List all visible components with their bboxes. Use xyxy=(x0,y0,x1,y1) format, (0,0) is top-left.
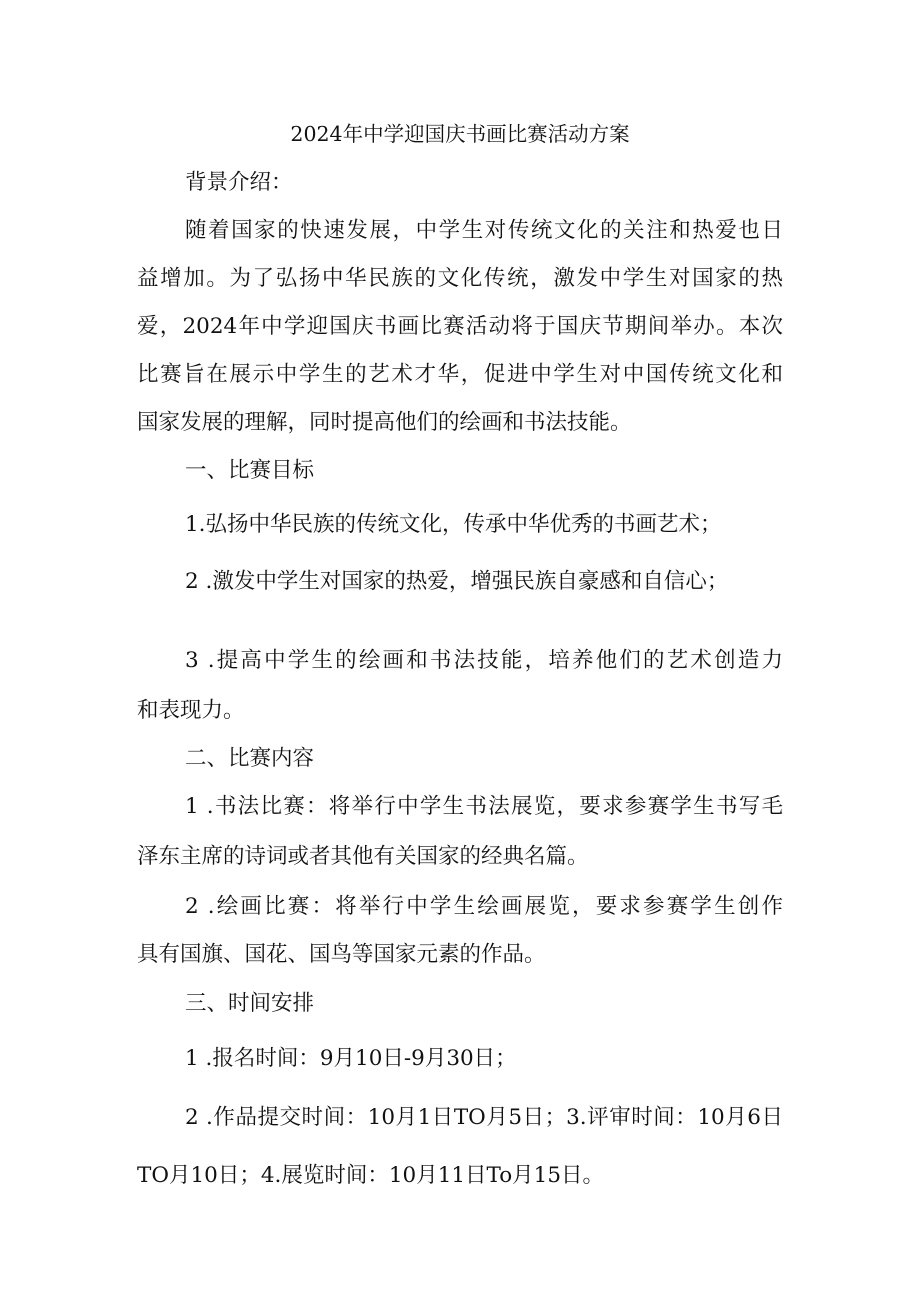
section2-item-1-line-2: 泽东主席的诗词或者其他有关国家的经典名篇。 xyxy=(137,844,589,869)
section1-item-2: 2 .激发中学生对国家的热爱，增强民族自豪感和自信心； xyxy=(185,569,729,594)
intro-paragraph-line-5: 国家发展的理解，同时提高他们的绘画和书法技能。 xyxy=(137,410,632,435)
section3-item-2-line-1: 2 .作品提交时间：10月1日TO月5日；3.评审时间：10月6日 xyxy=(185,1105,783,1130)
intro-paragraph-line-1: 随着国家的快速发展，中学生对传统文化的关注和热爱也日 xyxy=(185,218,783,243)
section1-heading: 一、比赛目标 xyxy=(185,458,315,483)
section1-item-3-line-1: 3 .提高中学生的绘画和书法技能，培养他们的艺术创造力 xyxy=(185,648,783,673)
background-heading: 背景介绍： xyxy=(185,170,293,195)
intro-paragraph-line-3: 爱，2024年中学迎国庆书画比赛活动将于国庆节期间举办。本次 xyxy=(137,314,783,339)
document-title: 2024年中学迎国庆书画比赛活动方案 xyxy=(290,122,630,146)
section3-item-1: 1 .报名时间：9月10日-9月30日； xyxy=(185,1046,517,1071)
section3-item-2-line-2: TO月10日；4.展览时间：10月11日To月15日。 xyxy=(137,1163,605,1188)
section2-item-2-line-1: 2 .绘画比赛：将举行中学生绘画展览，要求参赛学生创作 xyxy=(185,894,783,919)
section1-item-3-line-2: 和表现力。 xyxy=(137,698,245,723)
section2-heading: 二、比赛内容 xyxy=(185,746,315,771)
intro-paragraph-line-2: 益增加。为了弘扬中华民族的文化传统，激发中学生对国家的热 xyxy=(137,266,783,291)
section3-heading: 三、时间安排 xyxy=(185,991,315,1016)
section2-item-1-line-1: 1 .书法比赛：将举行中学生书法展览，要求参赛学生书写毛 xyxy=(185,794,783,819)
intro-paragraph-line-4: 比赛旨在展示中学生的艺术才华，促进中学生对中国传统文化和 xyxy=(137,362,783,387)
section2-item-2-line-2: 具有国旗、国花、国鸟等国家元素的作品。 xyxy=(137,942,546,967)
section1-item-1: 1.弘扬中华民族的传统文化，传承中华优秀的书画艺术； xyxy=(185,512,722,537)
